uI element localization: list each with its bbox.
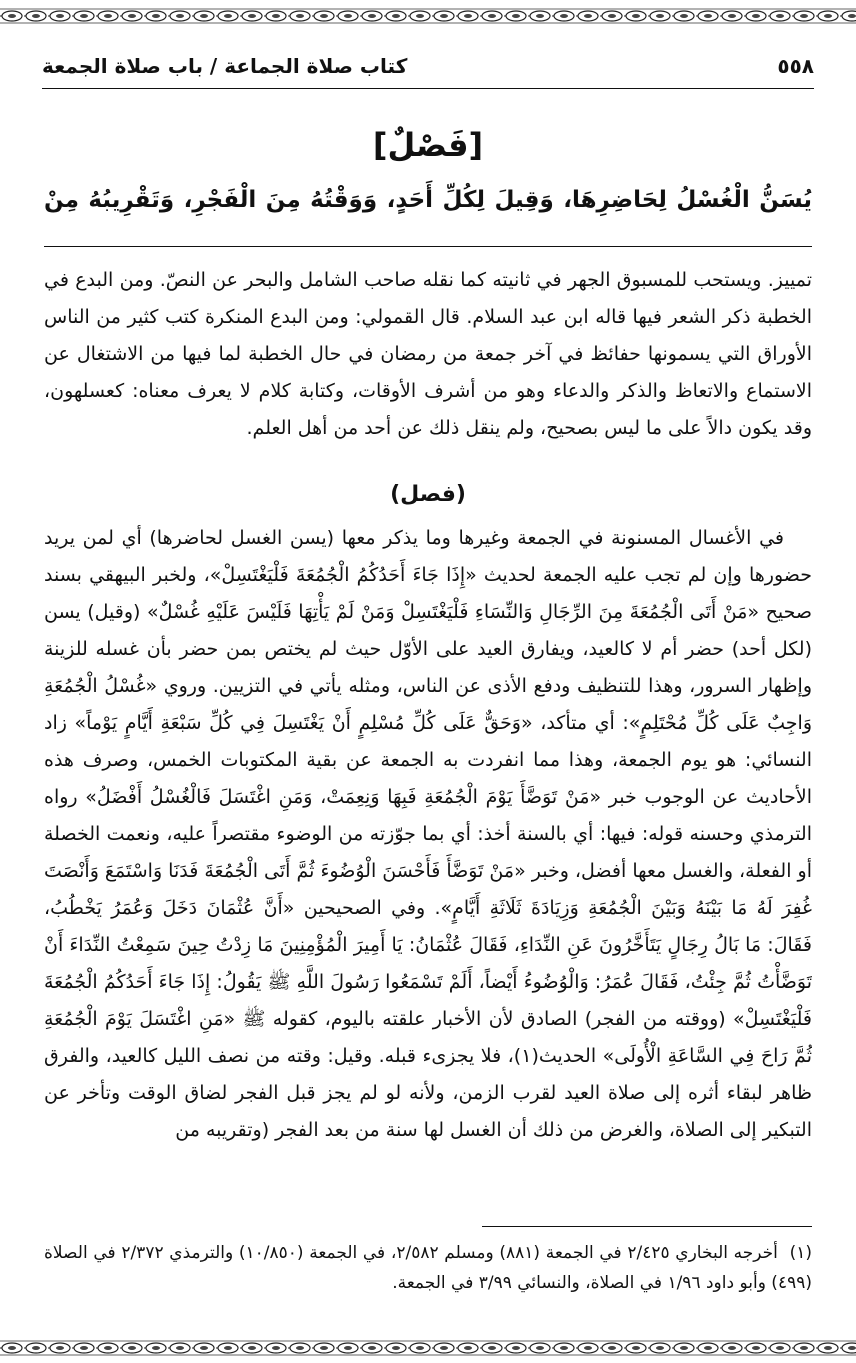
footnote-text: أخرجه البخاري ٢/٤٢٥ في الجمعة (٨٨١) ومسلم ٢/٥٨٢، في الجمعة (١٠/٨٥٠) والترمذي ٢/٣٧٢ في الصلاة (٤٩٩) وأبو داود ١/٩٦ في الصلاة، والنسائي ٣/٩٩ في الجمعة. (44, 1243, 812, 1293)
bottom-ornament-border (0, 1340, 856, 1356)
commentary-paragraph-2: في الأغسال المسنونة في الجمعة وغيرها وما يذكر معها (يسن الغسل لحاضرها) أي لمن يريد حضورها وإن لم تجب عليه الجمعة لحديث «إِذَا جَاءَ أَحَدُكُمُ الْجُمُعَةَ فَلْيَغْتَسِلْ»، ولخبر البيهقي بسند صحيح «مَنْ أَتَى الْجُمُعَةَ مِنَ الرِّجَالِ وَالنِّسَاءِ فَلْيَغْتَسِلْ وَمَنْ لَمْ يَأْتِهَا فَلَيْسَ عَلَيْهِ غُسْلٌ» (وقيل) يسن (لكل أحد) حضر أم لا كالعيد، ويفارق العيد على الأوّل حيث لم يختص بمن حضر بأن غسله للزينة وإظهار السرور، وهذا للتنظيف ودفع الأذى عن الناس، ومثله يأتي في التزيين. وروي «غُسْلُ الْجُمُعَةِ وَاجِبٌ عَلَى كُلِّ مُحْتَلِمٍ»: أي متأكد، «وَحَقٌّ عَلَى كُلِّ مُسْلِمٍ أَنْ يَغْتَسِلَ فِي كُلِّ سَبْعَةِ أَيَّامٍ يَوْماً» زاد النسائي: هو يوم الجمعة، وهذا مما انفردت به الجمعة عن بقية المكتوبات الخمس، وصرف هذه الأحاديث عن الوجوب خبر «مَنْ تَوَضَّأَ يَوْمَ الْجُمُعَةِ فَبِهَا وَنِعِمَتْ، وَمَنِ اغْتَسَلَ فَالْغُسْلُ أَفْضَلُ» رواه الترمذي وحسنه قوله: فيها: أي بالسنة أخذ: أي بما جوّزته من الوضوء مقتصراً عليه، ونعمت الخصلة أو الفعلة، والغسل معها أفضل، وخبر «مَنْ تَوَضَّأَ فَأَحْسَنَ الْوُضُوءَ ثُمَّ أَتَى الْجُمُعَةَ فَدَنَا وَاسْتَمَعَ وَأَنْصَتَ غُفِرَ لَهُ مَا بَيْنَهُ وَبَيْنَ الْجُمُعَةِ وَزِيَادَةَ ثَلَاثَةِ أَيَّامٍ». وفي الصحيحين «أَنَّ عُثْمَانَ دَخَلَ وَعُمَرُ يَخْطُبُ، فَقَالَ: مَا بَالُ رِجَالٍ يَتَأَخَّرُونَ عَنِ النِّدَاءِ، فَقَالَ عُثْمَانُ: يَا أَمِيرَ الْمُؤْمِنِينَ مَا زِدْتُ حِينَ سَمِعْتُ النِّدَاءَ أَنْ تَوَضَّأْتُ ثُمَّ جِئْتُ، فَقَالَ عُمَرُ: وَالْوُضُوءُ أَيْضاً، أَلَمْ تَسْمَعُوا رَسُولَ اللَّهِ ﷺ يَقُولُ: إِذَا جَاءَ أَحَدُكُمُ الْجُمُعَةَ فَلْيَغْتَسِلْ» (ووقته من الفجر) الصادق لأن الأخبار علقته باليوم، كقوله ﷺ «مَنِ اغْتَسَلَ يَوْمَ الْجُمُعَةِ ثُمَّ رَاحَ فِي السَّاعَةِ الْأُولَى» الحديث(١)، فلا يجزىء قبله. وقيل: وقته من نصف الليل كالعيد، والفرق ظاهر لبقاء أثره إلى صلاة العيد لقرب الزمن، ولأنه لو لم يجز قبل الفجر لضاق الوقت وتأخر عن التبكير إلى الصلاة، والغرض من ذلك أن الغسل لها سنة من بعد الفجر (وتقريبه من (44, 527, 812, 1141)
running-title: كتاب صلاة الجماعة / باب صلاة الجمعة (42, 54, 408, 78)
section-heading: (فصل) (390, 482, 466, 507)
header-divider (42, 88, 814, 89)
commentary-paragraph-1: تمييز. ويستحب للمسبوق الجهر في ثانيته كما نقله صاحب الشامل والبحر عن النصّ. ومن البدع في الخطبة ذكر الشعر فيها قاله ابن عبد السلام. قال القمولي: ومن البدع المنكرة كتب كثير من الناس الأوراق التي يسمونها حفائظ في آخر جمعة من رمضان في حال الخطبة لما فيها من الاشتغال عن الاستماع والاتعاظ والذكر والدعاء وهو من أشرف الأوقات، وكتابة كلام لا يعرف معناه: كعسلهون، وقد يكون دالاً على ما ليس بصحيح، ولم ينقل ذلك عن أحد من أهل العلم. (44, 269, 812, 439)
footnote-marker: (١) (789, 1243, 812, 1263)
footnote (44, 1238, 812, 1298)
top-ornament-border (0, 8, 856, 24)
matn-text: يُسَنُّ الْغُسْلُ لِحَاضِرِهَا، وَقِيلَ لِكُلِّ أَحَدٍ، وَوَقْتُهُ مِنَ الْفَجْرِ، وَتَقْرِيبُهُ مِنْ (44, 187, 812, 213)
matn-divider (44, 246, 812, 247)
chapter-heading: [فَصْلٌ] (372, 126, 484, 164)
footnote-divider (482, 1226, 812, 1227)
page-number: ٥٥٨ (777, 54, 814, 78)
page-header (42, 50, 814, 86)
